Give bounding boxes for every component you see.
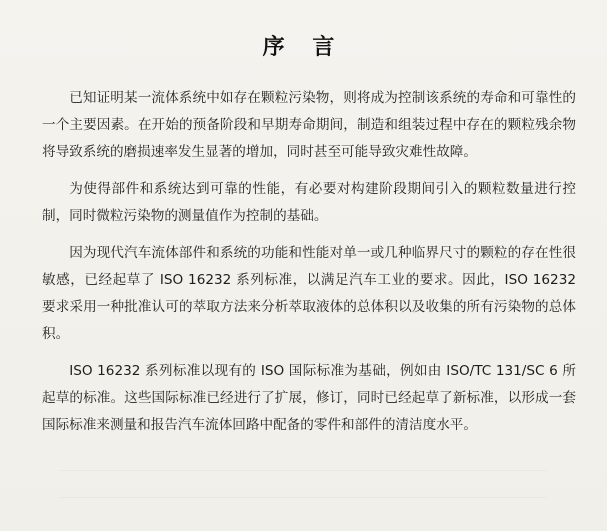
bleed-through-line bbox=[60, 470, 547, 471]
paragraph-4: ISO 16232 系列标准以现有的 ISO 国际标准为基础，例如由 ISO/TC 131/SC 6 所起草的标准。这些国际标准已经进行了扩展，修订，同时已经起草了新标准，以形成一套国际标准来测量和报告汽车流体回路中配备的零件和部件的清洁度水平。 bbox=[42, 363, 576, 433]
bleed-through-line bbox=[60, 497, 547, 498]
paragraph-3: 因为现代汽车流体部件和系统的功能和性能对单一或几种临界尺寸的颗粒的存在性很敏感，已经起草了 ISO 16232 系列标准，以满足汽车工业的要求。因此，ISO 16232 要求采用一种批准认可的萃取方法来分析萃取液体的总体积以及收集的所有污染物的总体积。 bbox=[42, 245, 576, 342]
paragraph-1: 已知证明某一流体系统中如存在颗粒污染物，则将成为控制该系统的寿命和可靠性的一个主要因素。在开始的预备阶段和早期寿命期间，制造和组装过程中存在的颗粒残余物将导致系统的磨损速率发生显著的增加，同时甚至可能导致灾难性故障。 bbox=[42, 90, 576, 160]
document-body bbox=[42, 85, 576, 449]
paragraph-2: 为使得部件和系统达到可靠的性能，有必要对构建阶段期间引入的颗粒数量进行控制，同时微粒污染物的测量值作为控制的基础。 bbox=[42, 181, 576, 224]
page-title: 序 言 bbox=[262, 35, 345, 60]
